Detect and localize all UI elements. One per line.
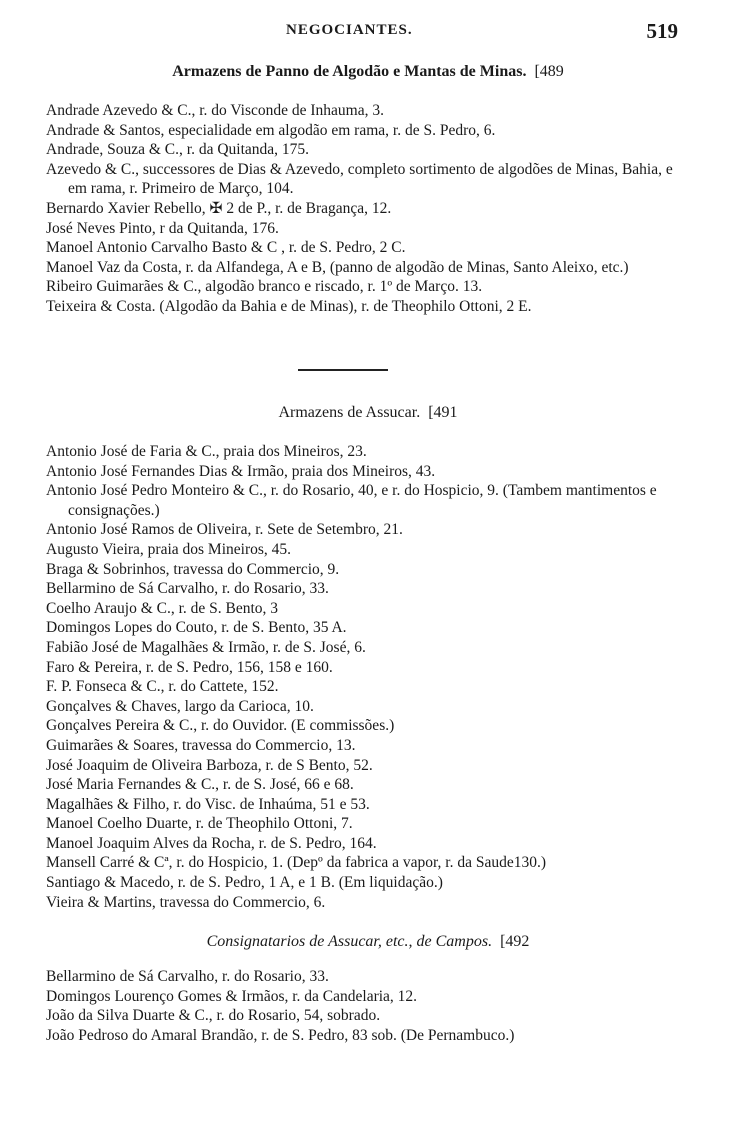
list-item: Azevedo & C., successores de Dias & Azevedo, completo sortimento de algodões de Minas, Bahia, e em rama, r. Primeiro de Março, 104. [46,160,673,198]
section-title: Armazens de Panno de Algodão e Mantas de Minas. [172,63,527,80]
list-item: Antonio José Fernandes Dias & Irmão, praia dos Mineiros, 43. [46,462,436,480]
list-item: João Pedroso do Amaral Brandão, r. de S. Pedro, 83 sob. (De Pernambuco.) [46,1026,515,1044]
list-item: Santiago & Macedo, r. de S. Pedro, 1 A, e 1 B. (Em liquidação.) [46,874,443,892]
entry-list-assucar [46,442,674,912]
list-item: Domingos Lourenço Gomes & Irmãos, r. da Candelaria, 12. [46,987,418,1005]
section-number: [489 [534,63,564,80]
section-divider [298,369,388,371]
list-item: F. P. Fonseca & C., r. do Cattete, 152. [46,678,279,696]
list-item: José Neves Pinto, r da Quitanda, 176. [46,219,279,237]
list-item: Gonçalves Pereira & C., r. do Ouvidor. (E commissões.) [46,717,395,735]
list-item: Andrade & Santos, especialidade em algodão em rama, r. de S. Pedro, 6. [46,121,496,139]
list-item: Manoel Antonio Carvalho Basto & C , r. de S. Pedro, 2 C. [46,239,406,257]
list-item: Guimarães & Soares, travessa do Commercio, 13. [46,736,356,754]
entry-list-panno-algodao [46,101,674,317]
list-item: Bellarmino de Sá Carvalho, r. do Rosario, 33. [46,580,329,598]
list-item: Augusto Vieira, praia dos Mineiros, 45. [46,540,292,558]
list-item: Antonio José Pedro Monteiro & C., r. do Rosario, 40, e r. do Hospicio, 9. (Tambem mantimentos e consignações.) [46,482,657,519]
section-title: Armazens de Assucar. [278,404,421,421]
list-item: Antonio José Ramos de Oliveira, r. Sete de Setembro, 21. [46,521,403,539]
list-item: Teixeira & Costa. (Algodão da Bahia e de Minas), r. de Theophilo Ottoni, 2 E. [46,297,532,315]
running-head [0,19,736,44]
list-item: Magalhães & Filho, r. do Visc. de Inhaúma, 51 e 53. [46,795,370,813]
list-item: Manoel Coelho Duarte, r. de Theophilo Ottoni, 7. [46,815,353,833]
running-title: NEGOCIANTES. [286,22,413,38]
list-item: Antonio José de Faria & C., praia dos Mineiros, 23. [46,443,367,460]
list-item: Fabião José de Magalhães & Irmão, r. de S. José, 6. [46,638,366,656]
list-item: Manoel Vaz da Costa, r. da Alfandega, A e B, (panno de algodão de Minas, Santo Aleixo, etc.) [46,258,629,276]
list-item: Andrade, Souza & C., r. da Quitanda, 175. [46,141,310,159]
page-number: 519 [646,19,678,43]
entry-list-consignatarios [46,967,674,1045]
list-item: Gonçalves & Chaves, largo da Carioca, 10. [46,697,314,715]
list-item: Faro & Pereira, r. de S. Pedro, 156, 158 e 160. [46,658,333,676]
list-item: Manoel Joaquim Alves da Rocha, r. de S. Pedro, 164. [46,834,377,852]
list-item: Braga & Sobrinhos, travessa do Commercio, 9. [46,560,340,578]
list-item: Coelho Araujo & C., r. de S. Bento, 3 [46,599,279,617]
list-item: Domingos Lopes do Couto, r. de S. Bento, 35 A. [46,619,347,637]
list-item: João da Silva Duarte & C., r. do Rosario, 54, sobrado. [46,1007,381,1025]
section-heading-consignatarios [0,933,736,951]
list-item: Vieira & Martins, travessa do Commercio, 6. [46,893,326,911]
section-title: Consignatarios de Assucar, etc., de Campos. [206,933,493,950]
section-heading-assucar [0,404,736,422]
section-number: [491 [428,404,458,421]
section-heading-panno-algodao [0,63,736,81]
list-item: Mansell Carré & Cª, r. do Hospicio, 1. (Depº da fabrica a vapor, r. da Saude130.) [46,854,547,872]
list-item: Ribeiro Guimarães & C., algodão branco e riscado, r. 1º de Março. 13. [46,278,483,296]
list-item: José Joaquim de Oliveira Barboza, r. de S Bento, 52. [46,756,373,774]
section-number: [492 [500,933,530,950]
list-item: José Maria Fernandes & C., r. de S. José, 66 e 68. [46,776,354,794]
list-item: Bellarmino de Sá Carvalho, r. do Rosario, 33. [46,968,329,985]
list-item: Bernardo Xavier Rebello, ✠ 2 de P., r. de Bragança, 12. [46,199,392,217]
list-item: Andrade Azevedo & C., r. do Visconde de Inhauma, 3. [46,102,384,119]
